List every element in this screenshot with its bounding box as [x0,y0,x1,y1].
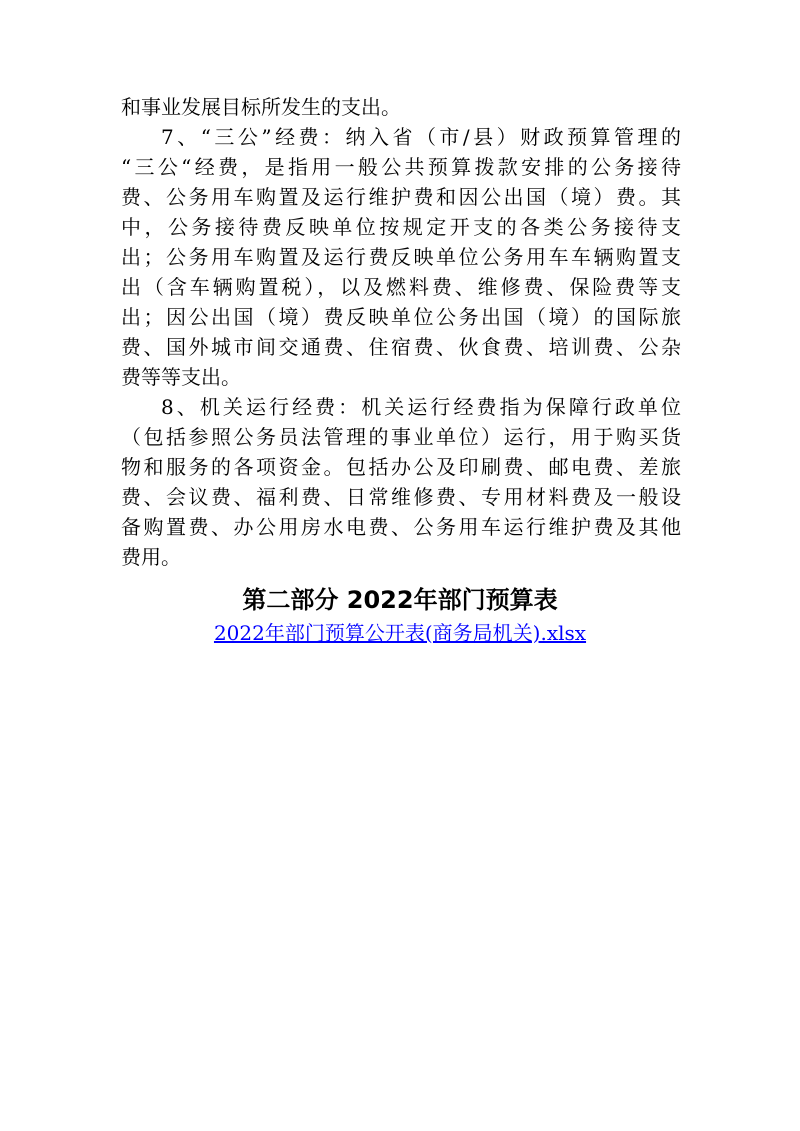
paragraph-line: 物和服务的各项资金。包括办公及印刷费、邮电费、差旅 [121,455,681,479]
paragraph-line-item-7: 7、“三公”经费：纳入省（市/县）财政预算管理的 [161,125,681,149]
body-text [121,92,681,572]
paragraph-line: 费等等支出。 [121,365,241,389]
paragraph-line: 费、公务用车购置及运行维护费和因公出国（境）费。其 [121,185,681,209]
paragraph-line-item-8: 8、机关运行经费：机关运行经费指为保障行政单位 [161,395,681,419]
attachment-link[interactable]: 2022年部门预算公开表(商务局机关).xlsx [213,621,587,645]
section-title: 第二部分 2022年部门预算表 [242,586,558,614]
paragraph-line: 出；因公出国（境）费反映单位公务出国（境）的国际旅 [121,305,681,329]
paragraph-line: 和事业发展目标所发生的支出。 [121,95,401,119]
paragraph-line: 费、会议费、福利费、日常维修费、专用材料费及一般设 [121,485,681,509]
paragraph-line: 费用。 [121,545,181,569]
paragraph-line: 费、国外城市间交通费、住宿费、伙食费、培训费、公杂 [121,335,681,359]
attachment-link-container [0,618,800,648]
paragraph-line: 出；公务用车购置及运行费反映单位公务用车车辆购置支 [121,245,681,269]
paragraph-line: 出（含车辆购置税），以及燃料费、维修费、保险费等支 [121,275,681,299]
paragraph-line: 备购置费、办公用房水电费、公务用车运行维护费及其他 [121,515,681,539]
paragraph-line: （包括参照公务员法管理的事业单位）运行，用于购买货 [121,425,681,449]
paragraph-line: “三公“经费，是指用一般公共预算拨款安排的公务接待 [121,155,681,179]
paragraph-line: 中，公务接待费反映单位按规定开支的各类公务接待支 [121,215,681,239]
